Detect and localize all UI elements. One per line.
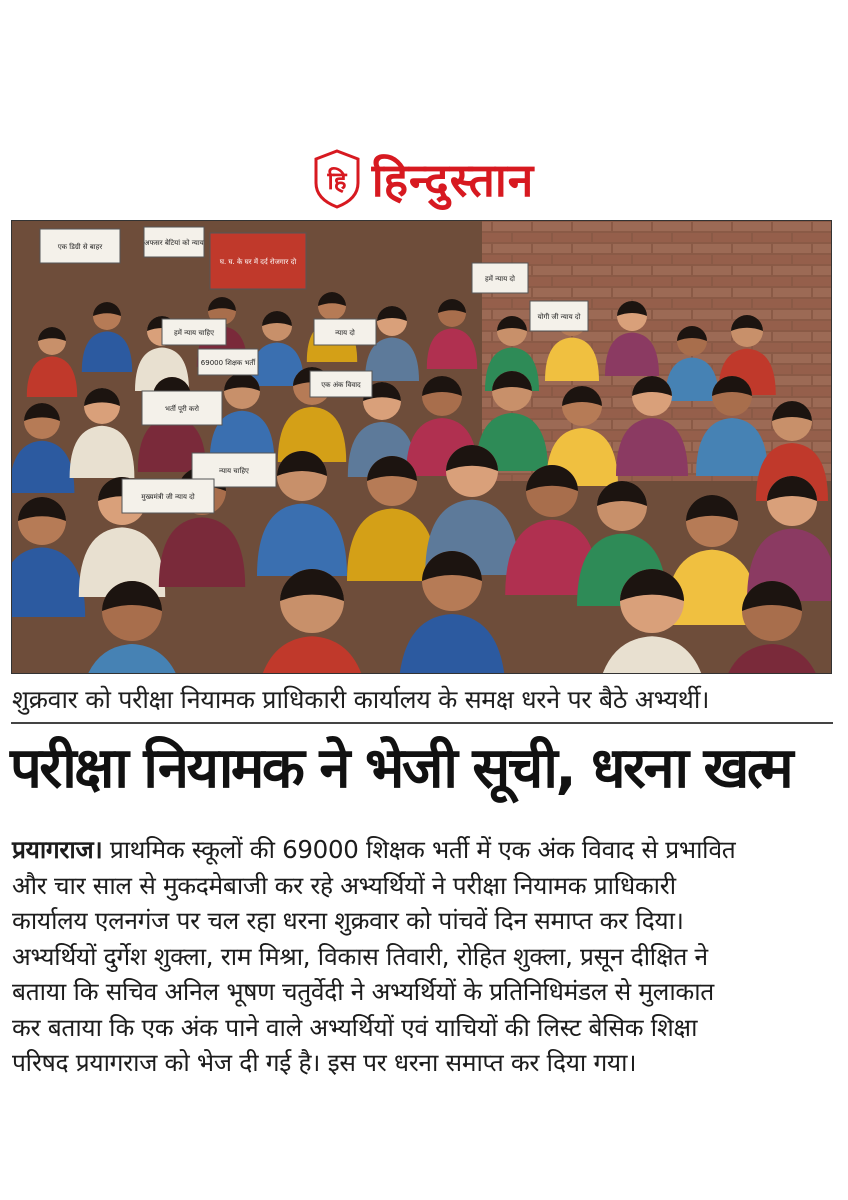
placard-text: हमें न्याय चाहिए [173,329,215,337]
photo-caption: शुक्रवार को परीक्षा नियामक प्राधिकारी कार्यालय के समक्ष धरने पर बैठे अभ्यर्थी। [12,685,710,714]
placard-text: न्याय चाहिए [219,467,249,475]
protest-placard [144,227,205,257]
placard-text: योगी जी न्याय दो [537,313,581,321]
protest-placard [210,233,306,289]
protest-placard [122,479,214,513]
headline: परीक्षा नियामक ने भेजी सूची, धरना खत्म [10,736,792,801]
protest-placard [310,371,372,397]
protest-photo-illustration [12,221,831,673]
placard-text: एक डिग्री से बाहर [57,243,103,251]
placard-text: हमें न्याय दो [485,275,515,283]
newspaper-masthead [0,146,848,212]
placard-text: एक अंक विवाद [321,381,361,389]
placard-text: 69000 शिक्षक भर्ती [200,359,256,367]
placard-text: घ. घ. के घर में दर्द रोजगार दो [219,258,297,266]
article-line-4: अभ्यर्थियों दुर्गेश शुक्ला, राम मिश्रा, विकास तिवारी, रोहित शुक्ला, प्रसून दीक्षित ने [12,941,708,971]
protest-placard [162,319,226,345]
placard-text: मुख्यमंत्री जी न्याय दो [141,493,195,501]
article-line-5: बताया कि सचिव अनिल भूषण चतुर्वेदी ने अभ्यर्थियों के प्रतिनिधिमंडल से मुलाकात [12,977,714,1006]
protest-placard [198,349,258,375]
protest-photo [11,220,832,674]
hindustan-logo-icon [314,149,360,209]
protest-placard [530,301,588,331]
article-line-1 [12,832,834,868]
article-line-1-text: प्राथमिक स्कूलों की 69000 शिक्षक भर्ती में एक अंक विवाद से प्रभावित [102,835,736,864]
placard-text: न्याय दो [335,329,355,337]
divider-rule [11,722,833,724]
article-line-3: कार्यालय एलनगंज पर चल रहा धरना शुक्रवार को पांचवें दिन समाप्त कर दिया। [12,906,684,935]
protest-placard [40,229,120,263]
brand-name: हिन्दुस्तान [371,153,535,207]
dateline: प्रयागराज। [12,835,103,864]
protest-placard [142,391,222,425]
protest-placard [314,319,376,345]
protest-placard [472,263,528,293]
logo-glyph: हि [327,167,347,195]
article-line-7: परिषद प्रयागराज को भेज दी गई है। इस पर धरना समाप्त कर दिया गया। [12,1048,637,1077]
article-line-6: कर बताया कि एक अंक पाने वाले अभ्यर्थियों एवं याचियों की लिस्ट बेसिक शिक्षा [12,1012,698,1042]
article-body [12,832,834,1081]
article-line-2: और चार साल से मुकदमेबाजी कर रहे अभ्यर्थियों ने परीक्षा नियामक प्राधिकारी [12,870,676,900]
placard-text: अफसर बेटियां को न्याय [144,239,204,247]
placard-text: भर्ती पूरी करो [165,405,199,413]
